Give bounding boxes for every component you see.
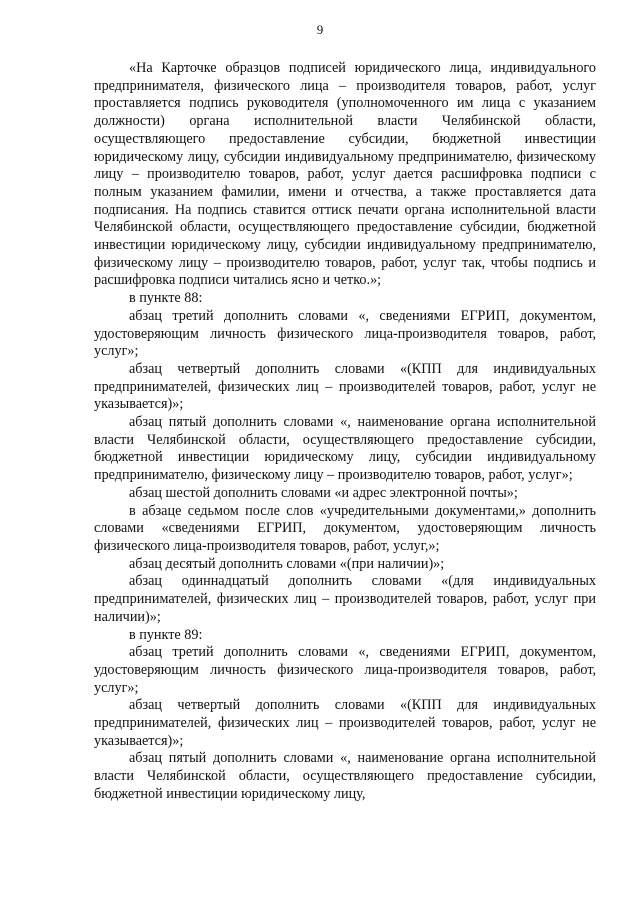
paragraph-clause-89-intro: в пункте 89: [129, 626, 203, 643]
paragraph-88-third: абзац третий дополнить словами «, сведениями ЕГРИП, документом, удостоверяющим личность физического лица-производителя товаров, работ, услуг»; [94, 307, 596, 360]
page-number: 9 [316, 22, 324, 37]
paragraph-88-fifth: абзац пятый дополнить словами «, наименование органа исполнительной власти Челябинской области, осуществляющего предоставление субсидии, бюджетной инвестиции юридическому лицу, субсидии индивидуальному предпринимателю, физическому лицу – производителю товаров, работ, услуг»; [94, 414, 596, 484]
paragraph-88-eleventh: абзац одиннадцатый дополнить словами «(для индивидуальных предпринимателей, физических лиц – производителей товаров, работ, услуг при наличии)»; [94, 573, 596, 625]
document-body [94, 60, 596, 804]
paragraph-88-tenth: абзац десятый дополнить словами «(при наличии)»; [129, 555, 445, 572]
paragraph-88-seventh: в абзаце седьмом после слов «учредительными документами,» дополнить словами «сведениями ЕГРИП, документом, удостоверяющим личность физического лица-производителя товаров, работ, услуг,»; [94, 502, 596, 554]
paragraph-89-third: абзац третий дополнить словами «, сведениями ЕГРИП, документом, удостоверяющим личность физического лица-производителя товаров, работ, услуг»; [94, 644, 596, 696]
paragraph-clause-88-intro: в пункте 88: [129, 290, 203, 307]
paragraph-88-sixth: абзац шестой дополнить словами «и адрес электронной почты»; [129, 484, 518, 501]
paragraph-signature-card: «На Карточке образцов подписей юридического лица, индивидуального предпринимателя, физического лица – производителя товаров, работ, услуг проставляется подпись руководителя (уполномоченного им лица с указанием должности) органа исполнительной власти Челябинской области, осуществляющего предоставление субсидии, бюджетной инвестиции юридическому лицу, субсидии индивидуальному предпринимателю, физическому лицу – производителю товаров, работ, услуг дается расшифровка подписи с полным указанием фамилии, имени и отчества, а также проставляется дата подписания. На подпись ставится оттиск печати органа исполнительной власти Челябинской области, осуществляющего предоставление субсидии, бюджетной инвестиции юридическому лицу, субсидии индивидуальному предпринимателю, физическому лицу – производителю товаров, работ, услуг так, чтобы подпись и расшифровка подписи читались ясно и четко.»; [94, 60, 596, 289]
paragraph-89-fourth: абзац четвертый дополнить словами «(КПП для индивидуальных предпринимателей, физических лиц – производителей товаров, работ, услуг не указывается)»; [94, 697, 596, 749]
paragraph-88-fourth: абзац четвертый дополнить словами «(КПП для индивидуальных предпринимателей, физических лиц – производителей товаров, работ, услуг не указывается)»; [94, 360, 596, 413]
paragraph-89-fifth: абзац пятый дополнить словами «, наименование органа исполнительной власти Челябинской области, осуществляющего предоставление субсидии, бюджетной инвестиции юридическому лицу, [94, 750, 596, 802]
